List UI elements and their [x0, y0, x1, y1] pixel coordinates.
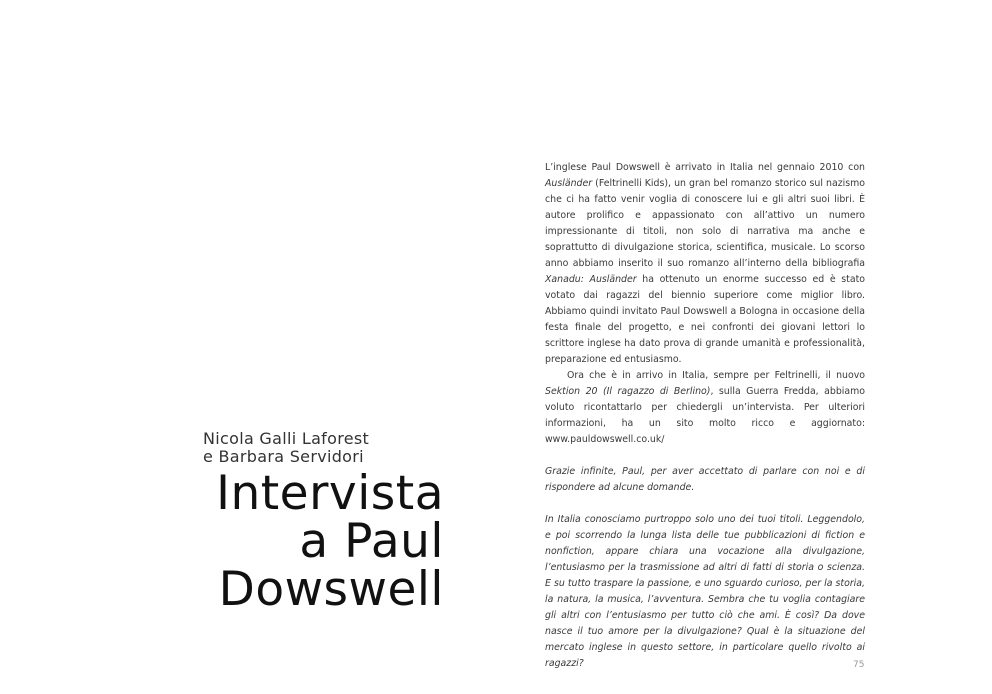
- bibliography-title: Xanadu: Ausländer: [545, 274, 637, 285]
- article-title: [150, 466, 444, 617]
- article-authors: [203, 430, 369, 466]
- intro-paragraph-1: [545, 160, 865, 368]
- book-title-auslander: Ausländer: [545, 178, 593, 189]
- intro-p2-text-a: Ora che è in arrivo in Italia, sempre per Feltrinelli, il nuovo: [567, 370, 865, 381]
- book-title-sektion-20: Sektion 20 (Il ragazzo di Berlino): [545, 386, 711, 397]
- page-number: 75: [853, 660, 865, 670]
- author-line-1: Nicola Galli Laforest: [203, 429, 370, 448]
- intro-p1-text-a: L’inglese Paul Dowswell è arrivato in Italia nel gennaio 2010 con: [545, 162, 865, 173]
- intro-p1-text-e: ha ottenuto un enorme successo ed è stato votato dai ragazzi del biennio superiore come miglior libro. Abbiamo quindi invitato Paul Dowswell a Bologna in occasione della festa finale del progetto, e nei confronti dei giovani lettori lo scrittore inglese ha dato prova di grande umanità e professionalità, preparazione ed entusiasmo.: [545, 274, 865, 365]
- question-1: Grazie infinite, Paul, per aver accettato di parlare con noi e di rispondere ad alcune domande.: [545, 466, 865, 493]
- question-2: In Italia conosciamo purtroppo solo uno dei tuoi titoli. Leggendolo, e poi scorrendo la lunga lista delle tue pubblicazioni di fiction e nonfiction, appare chiara una vocazione alla divulgazione, l’entusiasmo per la trasmissione ad altri di fatti di storia o scienza. E su tutto traspare la passione, e uno sguardo curioso, per la storia, la natura, la musica, l’avventura. Sembra che tu voglia contagiare gli altri con l’entusiasmo per tutto ciò che ami. È così? Da dove nasce il tuo amore per la divulgazione? Qual è la situazione del mercato inglese in questo settore, in particolare quello rivolto ai ragazzi?: [545, 514, 865, 669]
- article-body: [545, 160, 865, 672]
- intro-p2-text-c: , sulla Guerra Fredda, abbiamo voluto ricontattarlo per chiedergli un’intervista. Per ulteriori informazioni, ha un sito molto ricco e aggiornato: www.pauldowswell.co.uk/: [545, 386, 866, 445]
- intro-p1-text-c: (Feltrinelli Kids), un gran bel romanzo storico sul nazismo che ci ha fatto venir voglia di conoscere lui e gli altri suoi libri. È autore prolifico e appassionato con all’attivo un numero impressionante di titoli, non solo di narrativa ma anche e soprattutto di divulgazione storica, scientifica, musicale. Lo scorso anno abbiamo inserito il suo romanzo all’interno della bibliografia: [545, 178, 865, 269]
- title-line-2: a Paul: [299, 514, 444, 569]
- intro-paragraph-2: [545, 368, 865, 448]
- title-line-1: Intervista: [216, 466, 444, 521]
- author-line-2: e Barbara Servidori: [203, 447, 364, 466]
- title-line-3: Dowswell: [218, 562, 444, 617]
